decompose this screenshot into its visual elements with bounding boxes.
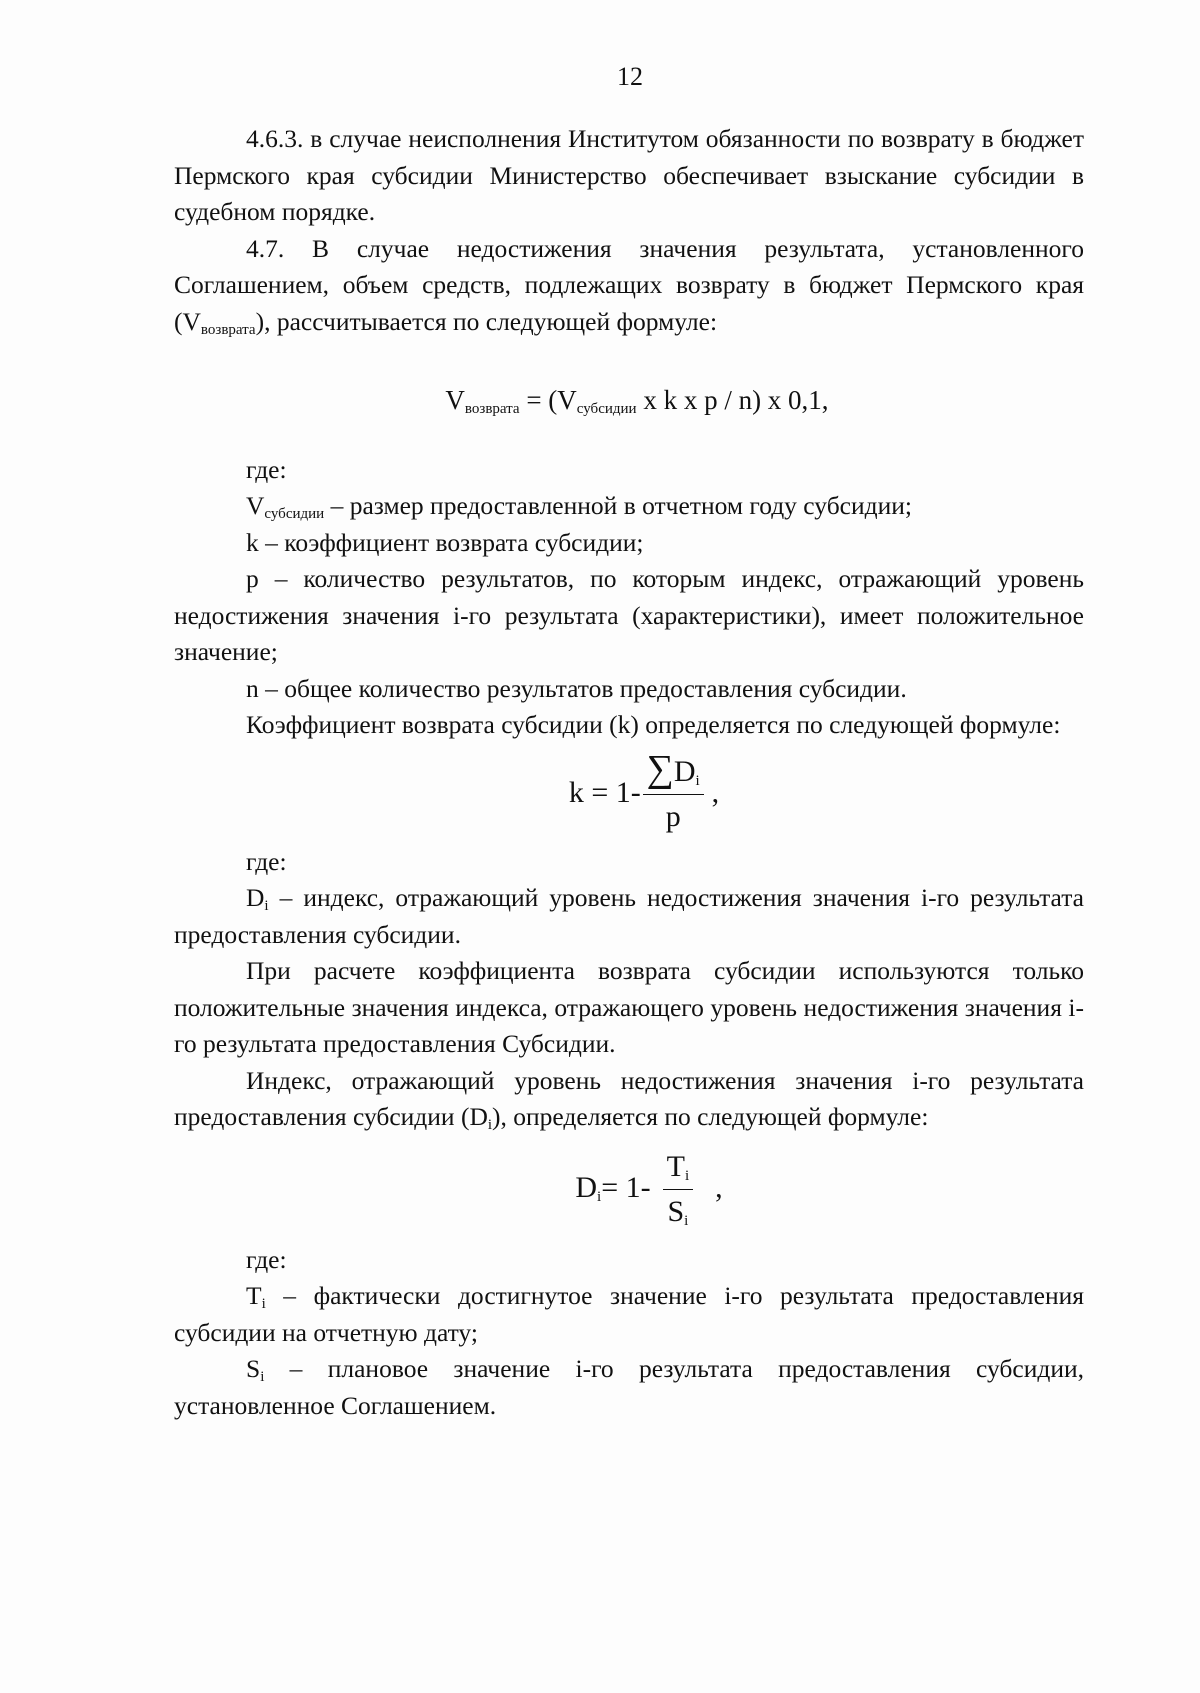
formula-k-numerator bbox=[643, 747, 704, 795]
formula-v-vozvrata bbox=[174, 340, 1084, 452]
def-s-symbol: S bbox=[246, 1354, 261, 1383]
definition-s bbox=[174, 1351, 1084, 1424]
formula-k-num-sub: i bbox=[695, 772, 700, 789]
def-t-symbol: T bbox=[246, 1281, 262, 1310]
paragraph-index-end: ), определяется по следующей формуле: bbox=[492, 1102, 929, 1131]
def-s-subscript: i bbox=[260, 1369, 265, 1385]
formula-k-lhs: k = 1- bbox=[568, 776, 641, 810]
paragraph-coefficient: Коэффициент возврата субсидии (k) определяется по следующей формуле: bbox=[246, 710, 1061, 739]
def-t-text: – фактически достигнутое значение i-го результата предоставления субсидии на отчетную дату; bbox=[174, 1281, 1084, 1347]
paragraph-positive-values: При расчете коэффициента возврата субсидии используются только положительные значения индекса, отражающего уровень недостижения значения i-го результата предоставления Субсидии. bbox=[174, 956, 1084, 1058]
def-d-text: – индекс, отражающий уровень недостижения значения i-го результата предоставления субсидии. bbox=[174, 883, 1084, 949]
formula-sub-vozvrata: возврата bbox=[464, 401, 520, 417]
formula-d-num-sub: i bbox=[684, 1167, 690, 1184]
paragraph-index-sub: i bbox=[487, 1117, 493, 1133]
formula-k bbox=[174, 744, 1084, 844]
definition-n: n – общее количество результатов предоставления субсидии. bbox=[246, 673, 907, 703]
def-t-subscript: i bbox=[261, 1296, 266, 1312]
paragraph-index-start: Индекс, отражающий уровень недостижения значения i-го результата предоставления субсидии (D bbox=[174, 1065, 1084, 1131]
formula-k-num-var: D bbox=[673, 754, 696, 788]
formula-d-denominator bbox=[667, 1190, 688, 1230]
definition-d bbox=[174, 880, 1084, 953]
formula-k-comma: , bbox=[711, 776, 720, 810]
paragraph-4-7 bbox=[174, 231, 1084, 341]
paragraph-4-6-3: 4.6.3. в случае неисполнения Институтом обязанности по возврату в бюджет Пермского края субсидии Министерство обеспечивает взыскание субсидии в судебном порядке. bbox=[174, 124, 1084, 226]
def-v-text: – размер предоставленной в отчетном году субсидии; bbox=[324, 491, 912, 520]
where-label-3: где: bbox=[246, 1244, 287, 1274]
formula-d-var: D bbox=[575, 1171, 598, 1205]
def-d-symbol: D bbox=[246, 883, 265, 912]
paragraph-4-7-start: 4.7. В случае недостижения значения результата, установленного Соглашением, объем средств, подлежащих возврату в бюджет Пермского края (V bbox=[174, 233, 1084, 336]
formula-d-fraction bbox=[663, 1148, 694, 1230]
def-v-subscript: субсидии bbox=[264, 506, 325, 522]
sigma-symbol: ∑ bbox=[646, 747, 674, 790]
paragraph-index bbox=[174, 1063, 1084, 1136]
def-d-subscript: i bbox=[264, 898, 269, 914]
formula-d bbox=[174, 1136, 1084, 1242]
formula-d-den-var: S bbox=[667, 1194, 685, 1228]
formula-d-num-var: T bbox=[666, 1149, 685, 1183]
definition-p: p – количество результатов, по которым индекс, отражающий уровень недостижения значения i-го результата (характеристики), имеет положительное значение; bbox=[174, 564, 1084, 666]
definition-k: k – коэффициент возврата субсидии; bbox=[246, 527, 644, 557]
formula-d-sub: i bbox=[597, 1189, 602, 1206]
formula-d-numerator bbox=[663, 1148, 694, 1190]
definition-v-subsidii bbox=[174, 488, 1084, 525]
paragraph-4-7-end: ), рассчитывается по следующей формуле: bbox=[255, 306, 718, 336]
formula-d-den-sub: i bbox=[684, 1212, 689, 1229]
formula-sub-subsidii: субсидии bbox=[576, 401, 637, 417]
where-label-2: где: bbox=[246, 846, 287, 876]
formula-mid: = (V bbox=[519, 385, 577, 415]
formula-d-comma: , bbox=[715, 1171, 723, 1205]
document-body bbox=[174, 121, 1084, 1424]
formula-d-lhs bbox=[575, 1170, 650, 1207]
def-v-symbol: V bbox=[246, 491, 265, 520]
formula-v-symbol: V bbox=[445, 385, 465, 415]
formula-k-denominator: p bbox=[665, 799, 681, 833]
formula-end: x k x p / n) x 0,1, bbox=[636, 385, 829, 415]
subscript-vozvrata: возврата bbox=[200, 321, 256, 338]
where-label-1: где: bbox=[246, 454, 287, 484]
formula-k-fraction bbox=[643, 747, 704, 835]
formula-d-eq: = 1- bbox=[601, 1171, 651, 1205]
def-s-text: – плановое значение i-го результата предоставления субсидии, установленное Соглашением. bbox=[174, 1354, 1084, 1420]
definition-t bbox=[174, 1278, 1084, 1351]
page-number: 12 bbox=[617, 62, 643, 91]
